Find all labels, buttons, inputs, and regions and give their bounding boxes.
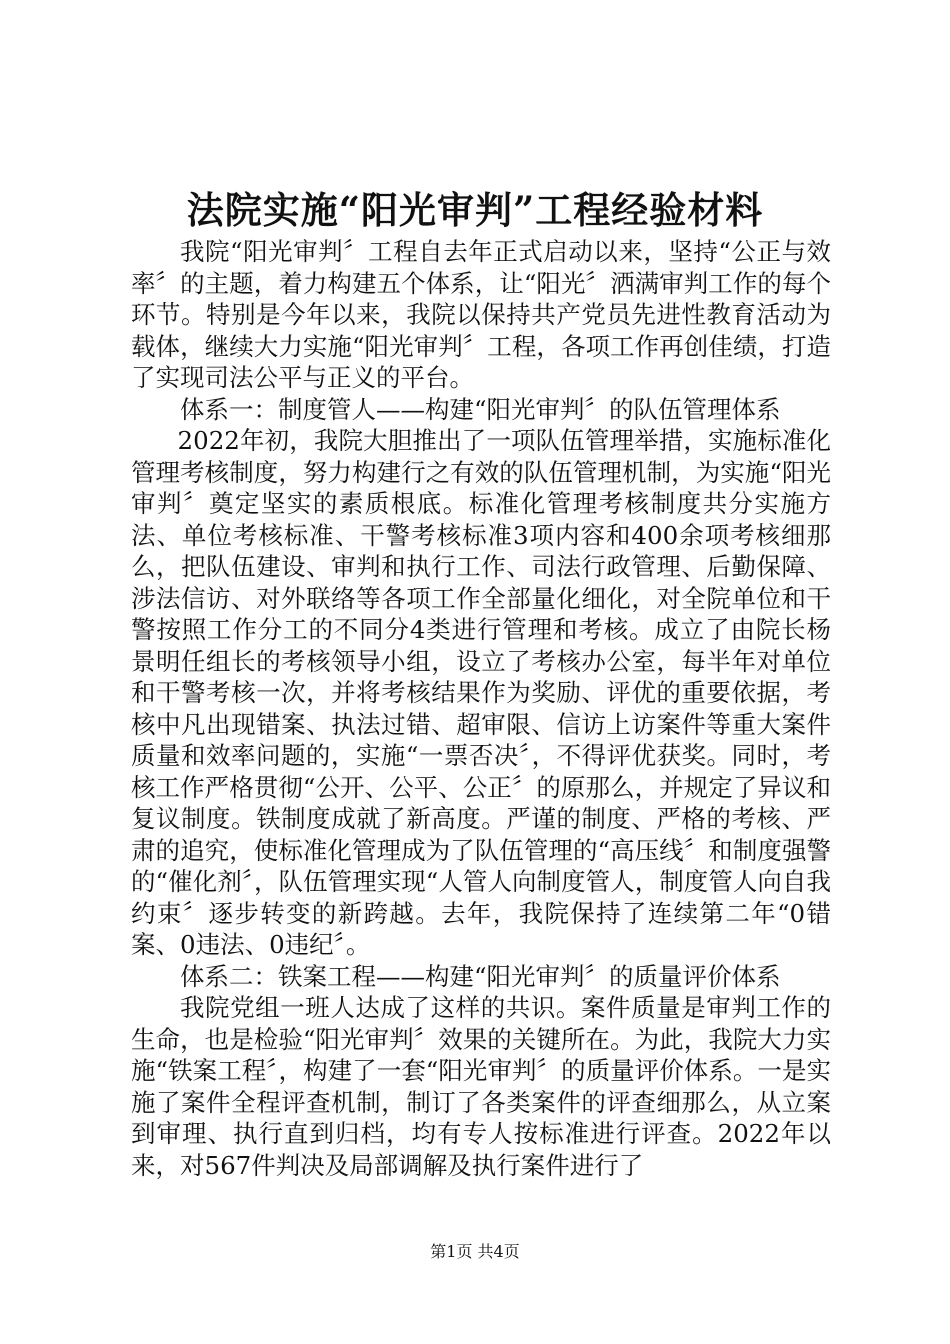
section-heading-1: 体系一：制度管人——构建“阳光审判〞的队伍管理体系 <box>180 394 781 424</box>
section-1-paragraph: 2022年初，我院大胆推出了一项队伍管理举措，实施标准化管理考核制度，努力构建行之有效的队伍管理机制，为实施“阳光审判〞奠定坚实的素质根底。标准化管理考核制度共分实施方法、单位考核标准、干警考核标准3项内容和400余项考核细那么，把队伍建设、审判和执行工作、司法行政管理、后勤保障、涉法信访、对外联络等各项工作全部量化细化，对全院单位和干警按照工作分工的不同分4类进行管理和考核。成立了由院长杨景明任组长的考核领导小组，设立了考核办公室，每半年对单位和干警考核一次，并将考核结果作为奖励、评优的重要依据，考核中凡出现错案、执法过错、超审限、信访上访案件等重大案件质量和效率问题的，实施“一票否决〞，不得评优获奖。同时，考核工作严格贯彻“公开、公平、公正〞的原那么，并规定了异议和复议制度。铁制度成就了新高度。严谨的制度、严格的考核、严肃的追究，使标准化管理成为了队伍管理的“高压线〞和制度强警的“催化剂〞，队伍管理实现“人管人向制度管人，制度管人向自我约束〞逐步转变的新跨越。去年，我院保持了连续第二年“0错案、0违法、0违纪〞。 <box>131 426 831 959</box>
section-2-paragraph: 我院党组一班人达成了这样的共识。案件质量是审判工作的生命，也是检验“阳光审判〞效果的关键所在。为此，我院大力实施“铁案工程〞，构建了一套“阳光审判〞的质量评价体系。一是实施了案件全程评查机制，制订了各类案件的评查细那么，从立案到审理、执行直到归档，均有专人按标准进行评查。2022年以来，对567件判决及局部调解及执行案件进行了 <box>131 993 831 1180</box>
page-footer: 第1页 共4页 <box>430 1242 520 1261</box>
section-heading-2: 体系二：铁案工程——构建“阳光审判〞的质量评价体系 <box>180 961 781 991</box>
document-body <box>131 236 831 1181</box>
intro-paragraph: 我院“阳光审判〞工程自去年正式启动以来，坚持“公正与效率〞的主题，着力构建五个体系，让“阳光〞洒满审判工作的每个环节。特别是今年以来，我院以保持共产党员先进性教育活动为载体，继续大力实施“阳光审判〞工程，各项工作再创佳绩，打造了实现司法公平与正义的平台。 <box>131 237 831 392</box>
document-title: 法院实施“阳光审判”工程经验材料 <box>186 188 764 232</box>
